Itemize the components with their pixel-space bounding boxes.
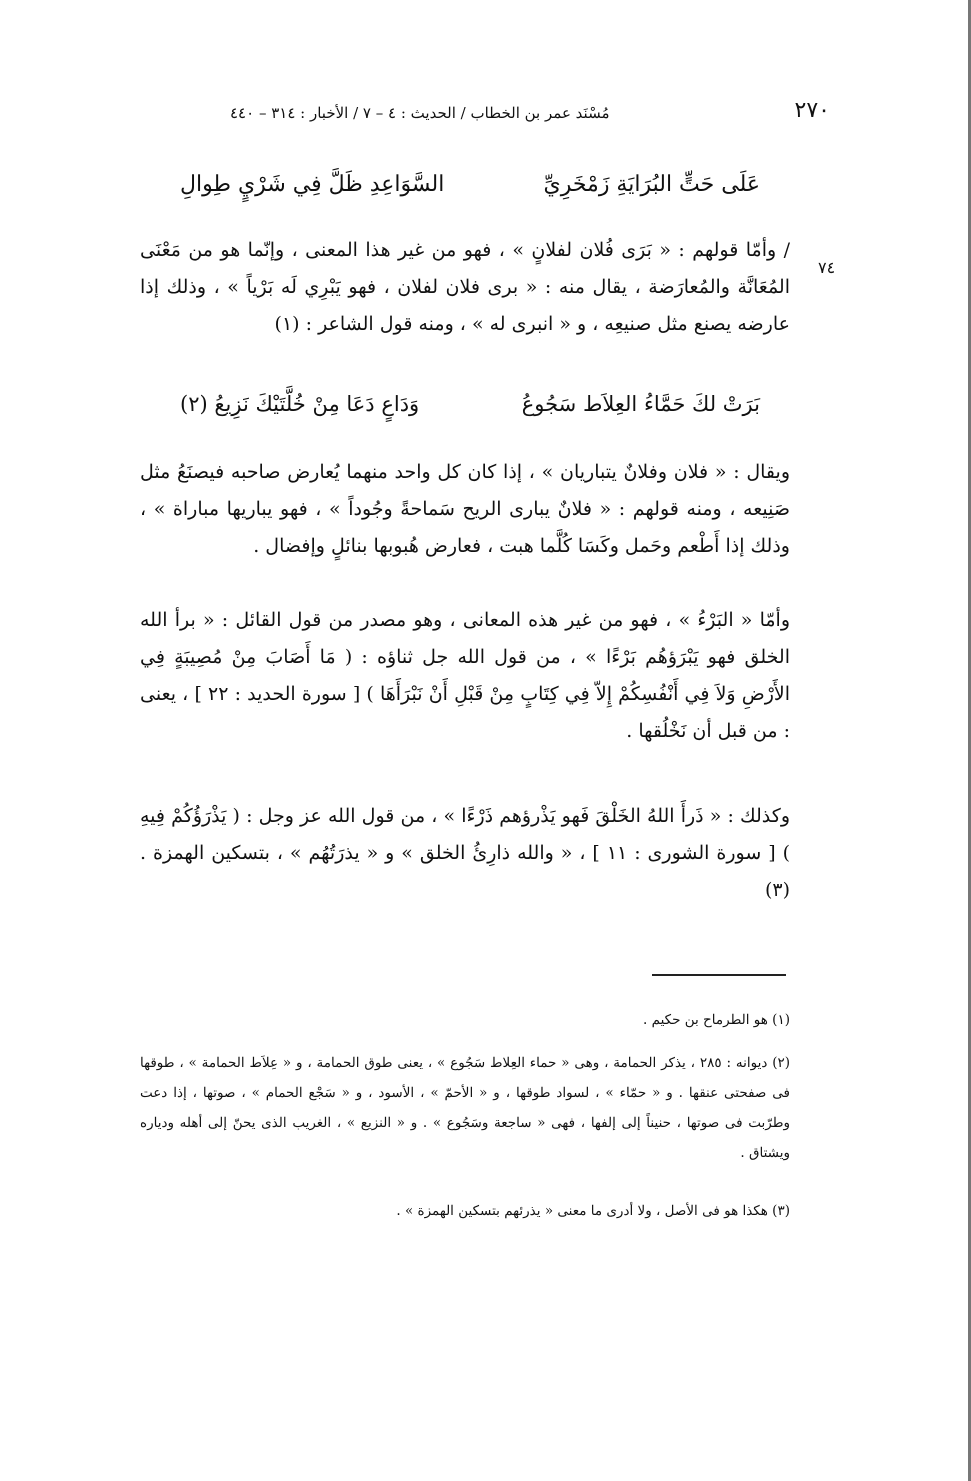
paragraph-1: / وأمّا قولهم : « بَرَى فُلان لفلانٍ » ، فهو من غير هذا المعنى ، وإنّما هو من مَعْنَى المُعَانَّة والمُعارَضة ، يقال منه : « برى فلان لفلان ، فهو يَبْرِي لَه بَرْياً » ، وذلك إذا عارضه يصنع مثل صنيعِه ، و « انبرى له » ، ومنه قول الشاعر : (١) [140, 239, 790, 335]
paragraph-2: ويقال : « فلان وفلانٌ يتباريان » ، إذا كان كل واحد منهما يُعارض صاحبه فيصنَعُ مثل صَنِيعه ، ومنه قولهم : « فلانٌ يبارى الريح سَماحةً وجُوداً » ، فهو يباريها مباراة » ، وذلك إذا أَطْعم وحَمل وكَسَا كُلَّما هبت ، فعارض هُبوبها بنائلٍ وإفضال . [140, 461, 790, 557]
verse-2 [180, 392, 760, 432]
verse-1-hemistich-1: عَلَى حَتٍّ البُرَايَةِ زَمْخَرِيِّ [543, 172, 760, 197]
paragraph-3: وأمّا « البَرْءُ » ، فهو من غير هذه المعانى ، وهو مصدر من قول القائل : « برأ الله الخلق فهو يَبْرَؤهُم بَرْءًا » ، من قول الله جل ثناؤه : ( مَا أَصَابَ مِنْ مُصِيبَةٍ فِي الأَرْضِ وَلاَ فِي أَنْفُسِكُمْ إِلاّ فِي كِتَابٍ مِنْ قَبْلِ أَنْ نَبْرَأَهَا ) [ سورة الحديد : ٢٢ ] ، يعنى : من قبل أن نَخْلُقها . [140, 609, 791, 742]
verse-2-hemistich-1: بَرَتْ لكَ حَمَّاءُ العِلاَط سَجُوعُ [521, 392, 760, 416]
page-header [230, 98, 830, 132]
footnote-3: (٣) هكذا هو فى الأصل ، ولا أدرى ما معنى « يذرئهم بتسكين الهمزة » . [396, 1203, 790, 1219]
verse-1 [180, 172, 760, 212]
verse-1-hemistich-2: السَّوَاعِدِ ظَلَّ فِي شَرْيٍ طِوالِ [180, 172, 445, 197]
margin-number: ٧٤ [818, 258, 836, 277]
verse-2-hemistich-2: وَدَاعٍ دَعَا مِنْ خُلَّتَيْكَ نَزِيعُ (٢) [180, 392, 420, 416]
paragraph-4: وكذلك : « ذَرأَ اللهُ الخَلْقَ فَهو يَذْرؤهم ذَرْءًا » ، من قول الله عز وجل : ( يَذْرَؤُكُمْ فِيهِ ) [ سورة الشورى : ١١ ] ، « والله ذارِئُ الخلق » و « يذرَتُهُم » ، بتسكين الهمزة . (٣) [140, 805, 791, 901]
footnote-1: (١) هو الطرماح بن حكيم . [643, 1012, 790, 1028]
footnote-2: (٢) ديوانه : ٢٨٥ ، يذكر الحمامة ، وهى « حماء العِلاط سَجُوع » ، يعنى طوق الحمامة ، و « عِلاَط الحمامة » ، طوقها فى صفحتى عنقها . و « حمّاء » ، لسواد طوقها ، و « الأحمّ » ، الأسود ، و « سَجْع الحمام » ، صوتها ، إذا دعت وطرّبت فى صوتها ، حنيناً إلى إلفها ، فهى « ساجعة وسَجُوع » . و « النزيع » ، الغريب الذى يحنّ إلى أهله ودياره ويشتاق . [140, 1055, 791, 1161]
page-number: ٢٧٠ [794, 98, 830, 123]
running-title: مُسْنَد عمر بن الخطاب / الحديث : ٤ – ٧ / الأخبار : ٣١٤ – ٤٤٠ [230, 104, 610, 122]
footnote-divider [652, 974, 786, 976]
